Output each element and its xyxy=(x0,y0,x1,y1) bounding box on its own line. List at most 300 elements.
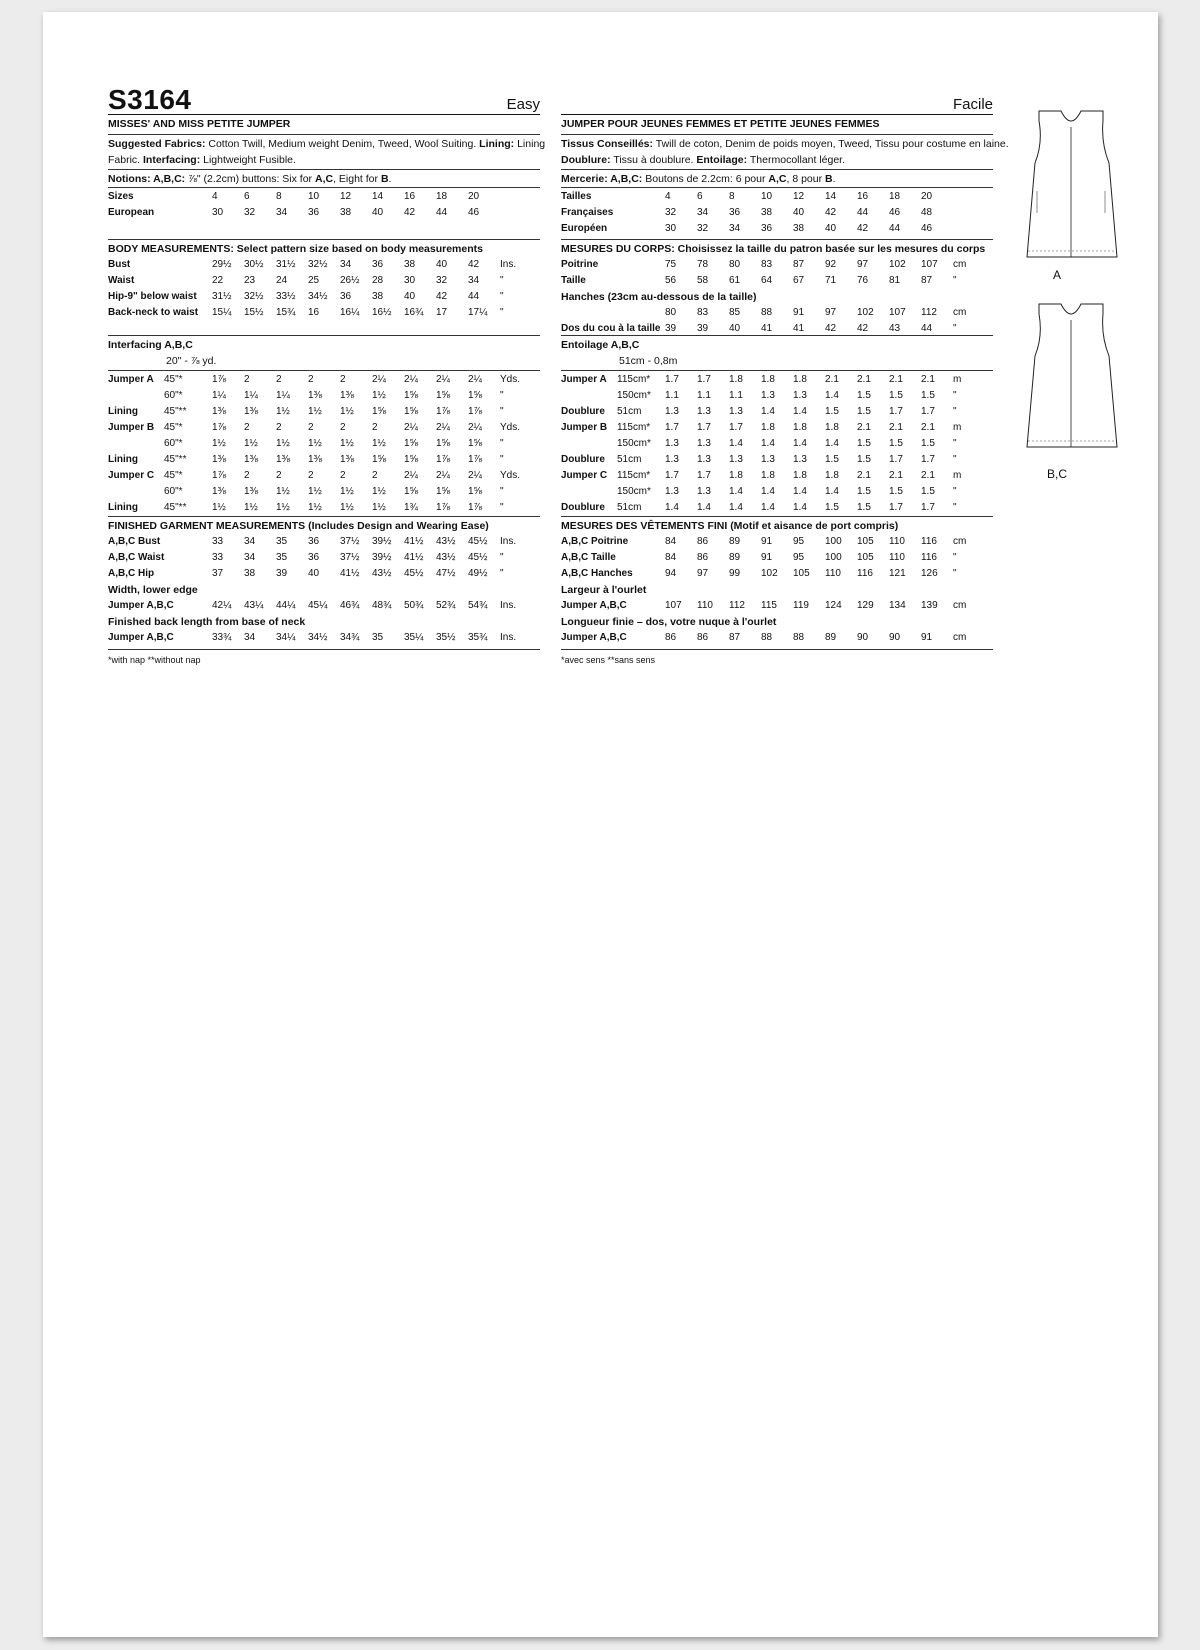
table-cell: 1.8 xyxy=(729,374,743,385)
table-cell: cm xyxy=(953,536,967,547)
table-cell: Ins. xyxy=(500,536,517,547)
table-cell: 40 xyxy=(825,223,837,234)
table-cell: 76 xyxy=(857,275,869,286)
table-cell: 112 xyxy=(921,307,937,318)
table-cell: 1½ xyxy=(372,438,386,449)
table-cell: 1.4 xyxy=(793,502,807,513)
row-label: Back-neck to waist xyxy=(108,307,199,318)
table-cell: 47½ xyxy=(436,568,456,579)
table-cell: 12 xyxy=(340,191,352,202)
table-cell: 1.7 xyxy=(697,470,711,481)
table-cell: 2 xyxy=(276,422,282,433)
table-row xyxy=(561,420,977,436)
table-cell: 36 xyxy=(729,207,741,218)
table-cell: 95 xyxy=(793,536,805,547)
table-cell: 88 xyxy=(761,632,773,643)
table-cell: 25 xyxy=(308,275,320,286)
table-cell: 1.4 xyxy=(761,438,775,449)
table-cell: 1½ xyxy=(308,502,322,513)
table-cell: 45½ xyxy=(468,552,488,563)
table-cell: 1.8 xyxy=(761,422,775,433)
finished-table xyxy=(108,534,524,582)
table-cell: 41 xyxy=(793,323,805,334)
table-cell: 54¾ xyxy=(468,600,488,611)
table-cell: 86 xyxy=(697,536,709,547)
table-cell: 2¼ xyxy=(436,470,450,481)
table-cell: 2¼ xyxy=(468,422,482,433)
table-cell: 81 xyxy=(889,275,901,286)
table-cell: 1.5 xyxy=(825,454,839,465)
width-table xyxy=(108,598,524,614)
table-cell: 1⅜ xyxy=(212,486,226,497)
table-cell: 1⅜ xyxy=(276,454,290,465)
table-row xyxy=(561,305,977,321)
table-cell: 16 xyxy=(404,191,416,202)
table-cell: " xyxy=(500,454,504,465)
table-cell: 30 xyxy=(212,207,224,218)
table-cell: 91 xyxy=(761,536,773,547)
table-cell: 84 xyxy=(665,536,677,547)
table-cell: 44 xyxy=(436,207,448,218)
table-cell: 1½ xyxy=(276,406,290,417)
table-cell: 46 xyxy=(889,207,901,218)
table-cell: cm xyxy=(953,632,967,643)
hanches-heading: Hanches (23cm au-dessous de la taille) xyxy=(561,291,757,303)
table-cell: 60"* xyxy=(164,390,183,401)
table-cell: 1½ xyxy=(340,502,354,513)
table-cell: 23 xyxy=(244,275,256,286)
table-cell: 35 xyxy=(372,632,384,643)
pattern-title-fr: JUMPER POUR JEUNES FEMMES ET PETITE JEUNES FEMMES xyxy=(561,118,880,130)
table-cell: 16½ xyxy=(372,307,392,318)
table-cell: 1⅝ xyxy=(404,438,418,449)
notions-line-fr xyxy=(561,171,836,187)
row-label: Doublure xyxy=(561,502,605,513)
interfacing-label: Interfacing: xyxy=(143,154,201,166)
table-cell: 1.8 xyxy=(793,374,807,385)
table-cell: 1.5 xyxy=(857,454,871,465)
table-cell: Yds. xyxy=(500,374,521,385)
table-cell: 40 xyxy=(404,291,416,302)
table-cell: 43 xyxy=(889,323,901,334)
table-cell: 1.4 xyxy=(761,406,775,417)
table-cell: 1½ xyxy=(308,406,322,417)
table-cell: 46 xyxy=(468,207,480,218)
pattern-back-page xyxy=(43,12,1158,1637)
table-cell: 43½ xyxy=(436,552,456,563)
table-cell: 1⅝ xyxy=(436,486,450,497)
table-cell: 43½ xyxy=(372,568,392,579)
table-cell: 1⅞ xyxy=(436,502,450,513)
table-cell: 88 xyxy=(793,632,805,643)
table-cell: 150cm* xyxy=(617,390,651,401)
table-cell: 1.4 xyxy=(825,390,839,401)
table-cell: 90 xyxy=(857,632,869,643)
interfacing-amount-fr: 51cm - 0,8m xyxy=(619,355,678,367)
row-label: A,B,C Hip xyxy=(108,568,155,579)
table-cell: " xyxy=(953,438,957,449)
table-cell: 1.8 xyxy=(761,374,775,385)
table-cell: 91 xyxy=(761,552,773,563)
table-cell: 1⅝ xyxy=(404,454,418,465)
table-cell: 37½ xyxy=(340,536,360,547)
table-cell: 20 xyxy=(921,191,933,202)
interfacing-text: Lightweight Fusible. xyxy=(203,154,296,166)
table-row xyxy=(561,452,977,468)
table-cell: " xyxy=(500,390,504,401)
table-row xyxy=(108,436,524,452)
interfacing-label-fr: Entoilage: xyxy=(696,154,748,166)
table-cell: 1½ xyxy=(276,486,290,497)
divider xyxy=(108,335,540,336)
table-cell: 1.3 xyxy=(665,406,679,417)
table-cell: 2 xyxy=(308,470,314,481)
table-cell: 32 xyxy=(697,223,709,234)
table-cell: 1½ xyxy=(308,438,322,449)
table-cell: 2.1 xyxy=(889,374,903,385)
table-cell: 97 xyxy=(825,307,837,318)
table-cell: 15¾ xyxy=(276,307,296,318)
table-cell: 34 xyxy=(340,259,352,270)
table-cell: 36 xyxy=(340,291,352,302)
table-cell: 39 xyxy=(276,568,288,579)
row-label: Bust xyxy=(108,259,131,270)
notions-b: B xyxy=(380,173,389,185)
table-cell: 1⅝ xyxy=(436,438,450,449)
table-cell: 34 xyxy=(729,223,741,234)
table-cell xyxy=(953,205,977,221)
table-cell: 39½ xyxy=(372,552,392,563)
divider xyxy=(108,169,540,170)
table-row xyxy=(108,305,524,321)
table-cell: 1.5 xyxy=(921,438,935,449)
table-cell: 34¾ xyxy=(340,632,360,643)
table-cell: 1.5 xyxy=(921,486,935,497)
table-cell: 1⅞ xyxy=(468,454,482,465)
row-label xyxy=(108,436,164,452)
lining-label-fr: Doublure: xyxy=(561,154,611,166)
row-label xyxy=(561,436,617,452)
table-cell: 30 xyxy=(665,223,677,234)
table-cell: 1¼ xyxy=(212,390,226,401)
pattern-number: S3164 xyxy=(108,84,192,115)
table-cell: 1½ xyxy=(308,486,322,497)
table-cell: 44 xyxy=(857,207,869,218)
table-row xyxy=(108,404,524,420)
table-cell: 1⅝ xyxy=(372,406,386,417)
table-cell: 1⅝ xyxy=(372,454,386,465)
row-label: Poitrine xyxy=(561,259,599,270)
table-cell: Yds. xyxy=(500,422,521,433)
table-cell: 32 xyxy=(665,207,677,218)
table-cell: 30 xyxy=(404,275,416,286)
yardage-table-fr xyxy=(561,372,977,516)
table-cell: 1½ xyxy=(372,390,386,401)
table-cell: 12 xyxy=(793,191,805,202)
table-cell: 38 xyxy=(340,207,352,218)
table-cell: 2¼ xyxy=(404,470,418,481)
row-label: Dos du cou à la taille xyxy=(561,323,661,334)
row-label: Doublure xyxy=(561,454,605,465)
fabrics-line-fr xyxy=(561,136,1009,152)
table-cell: 1½ xyxy=(212,502,226,513)
table-cell: " xyxy=(500,438,504,449)
table-cell: 45"** xyxy=(164,454,187,465)
table-cell: " xyxy=(953,454,957,465)
table-cell: 115 xyxy=(761,600,777,611)
table-cell: 1½ xyxy=(372,486,386,497)
table-cell: 1⅝ xyxy=(468,438,482,449)
lining-text-fr: Tissu à doublure. xyxy=(613,154,694,166)
table-cell: 1½ xyxy=(372,502,386,513)
length-table-fr xyxy=(561,630,977,646)
table-cell: Ins. xyxy=(500,600,517,611)
table-cell: 51cm xyxy=(617,406,642,417)
table-row xyxy=(108,534,524,550)
table-cell: 2.1 xyxy=(921,470,935,481)
table-cell: 1.7 xyxy=(889,502,903,513)
divider xyxy=(561,335,993,336)
row-label: Européen xyxy=(561,223,608,234)
table-cell: 2 xyxy=(308,422,314,433)
table-cell: 40 xyxy=(436,259,448,270)
table-cell: 40 xyxy=(729,323,741,334)
row-label: Jumper A xyxy=(108,374,154,385)
table-cell: 1.4 xyxy=(729,486,743,497)
table-cell: 36 xyxy=(372,259,384,270)
table-cell: 20 xyxy=(468,191,480,202)
table-cell: 1½ xyxy=(212,438,226,449)
table-cell: 80 xyxy=(729,259,741,270)
table-row xyxy=(108,388,524,404)
notions-text-fr: Boutons de 2.2cm: 6 pour xyxy=(645,173,766,185)
interfacing-line xyxy=(108,152,296,168)
table-cell: 64 xyxy=(761,275,773,286)
table-cell: 2.1 xyxy=(921,422,935,433)
table-cell: 1.3 xyxy=(697,486,711,497)
difficulty-level-fr: Facile xyxy=(952,96,993,113)
row-label xyxy=(108,388,164,404)
table-row xyxy=(108,205,524,221)
table-cell: 1.5 xyxy=(889,486,903,497)
table-cell: 67 xyxy=(793,275,805,286)
divider xyxy=(561,169,993,170)
table-row xyxy=(561,468,977,484)
table-cell: 110 xyxy=(697,600,713,611)
table-cell: 1.5 xyxy=(857,406,871,417)
table-cell: 38 xyxy=(372,291,384,302)
table-cell: 1.3 xyxy=(665,486,679,497)
table-cell: 50¾ xyxy=(404,600,424,611)
table-cell: 102 xyxy=(857,307,874,318)
table-cell: 34½ xyxy=(308,291,328,302)
table-cell: 1⅝ xyxy=(436,390,450,401)
table-cell: 115cm* xyxy=(617,422,651,433)
table-cell: 1.1 xyxy=(729,390,743,401)
table-cell: 60"* xyxy=(164,486,183,497)
table-cell: 42 xyxy=(404,207,416,218)
table-cell: 46 xyxy=(921,223,933,234)
table-cell: 2.1 xyxy=(825,374,839,385)
table-cell: 107 xyxy=(889,307,906,318)
table-cell: 14 xyxy=(825,191,837,202)
table-cell: 1.7 xyxy=(889,406,903,417)
table-cell: 115cm* xyxy=(617,470,651,481)
table-cell: 1.3 xyxy=(697,406,711,417)
table-cell: 44 xyxy=(921,323,933,334)
table-cell: 30½ xyxy=(244,259,264,270)
table-cell: 2.1 xyxy=(857,422,871,433)
table-cell: 1.7 xyxy=(697,422,711,433)
notions-line xyxy=(108,171,391,187)
table-cell: 41½ xyxy=(340,568,360,579)
table-cell: 84 xyxy=(665,552,677,563)
row-label: Hip-9" below waist xyxy=(108,291,197,302)
table-cell: 41½ xyxy=(404,536,424,547)
table-cell: 2¼ xyxy=(436,374,450,385)
table-cell: 37½ xyxy=(340,552,360,563)
table-cell: 1.7 xyxy=(921,502,935,513)
table-cell: 41 xyxy=(761,323,773,334)
table-row xyxy=(561,566,977,582)
table-cell: 105 xyxy=(857,536,874,547)
table-cell: 48¾ xyxy=(372,600,392,611)
fabrics-text-fr: Twill de coton, Denim de poids moyen, Tweed, Tissu pour costume en laine. xyxy=(655,138,1009,150)
table-cell: 1⅝ xyxy=(404,486,418,497)
table-cell: 1⅜ xyxy=(340,454,354,465)
table-cell: 1.8 xyxy=(793,470,807,481)
table-cell: " xyxy=(500,291,504,302)
notions-label-fr: Mercerie: A,B,C: xyxy=(561,173,643,185)
row-label: A,B,C Bust xyxy=(108,536,161,547)
row-label: Jumper B xyxy=(561,422,608,433)
table-cell: 1.8 xyxy=(825,470,839,481)
table-cell: 1.4 xyxy=(697,502,711,513)
table-cell: Ins. xyxy=(500,259,517,270)
table-cell: 94 xyxy=(665,568,677,579)
table-cell: 24 xyxy=(276,275,288,286)
row-label: A,B,C Hanches xyxy=(561,568,633,579)
table-row xyxy=(561,404,977,420)
notions-text2: , Eight for xyxy=(333,173,379,185)
notions-text2-fr: , 8 pour xyxy=(786,173,823,185)
table-cell: 1.5 xyxy=(857,438,871,449)
table-row xyxy=(108,189,524,205)
table-cell: 1½ xyxy=(276,502,290,513)
table-cell: 34 xyxy=(468,275,480,286)
table-cell: 1.7 xyxy=(889,454,903,465)
table-row xyxy=(561,630,977,646)
table-cell: 1½ xyxy=(244,438,258,449)
table-cell: 1½ xyxy=(244,502,258,513)
table-row xyxy=(108,630,524,646)
table-cell: 116 xyxy=(857,568,873,579)
table-cell: 1.3 xyxy=(665,454,679,465)
table-cell: 1.4 xyxy=(729,438,743,449)
table-cell: 2 xyxy=(308,374,314,385)
table-cell: 1.3 xyxy=(793,390,807,401)
width-heading-fr: Largeur à l'ourlet xyxy=(561,584,647,596)
table-cell: 38 xyxy=(244,568,256,579)
lining-line-fr xyxy=(561,152,845,168)
fabrics-label-fr: Tissus Conseillés: xyxy=(561,138,654,150)
table-cell: 89 xyxy=(729,536,741,547)
table-cell: 38 xyxy=(793,223,805,234)
table-row xyxy=(561,189,977,205)
divider xyxy=(108,649,540,650)
table-cell: 116 xyxy=(921,536,937,547)
table-cell: 1.5 xyxy=(857,502,871,513)
table-cell: 10 xyxy=(308,191,320,202)
table-cell: 45"** xyxy=(164,502,187,513)
table-row xyxy=(108,257,524,273)
divider xyxy=(561,134,993,135)
table-cell: 107 xyxy=(921,259,938,270)
table-cell: 42 xyxy=(857,323,869,334)
interfacing-text-fr: Thermocollant léger. xyxy=(749,154,846,166)
jumper-a-drawing xyxy=(1021,107,1131,277)
table-cell: 42 xyxy=(468,259,480,270)
sizes-table-fr xyxy=(561,189,977,237)
table-cell: 35¼ xyxy=(404,632,424,643)
table-cell: 42 xyxy=(825,323,837,334)
table-cell: 83 xyxy=(761,259,773,270)
table-cell: 44 xyxy=(468,291,480,302)
table-cell: 100 xyxy=(825,536,842,547)
table-cell: 43½ xyxy=(436,536,456,547)
table-row xyxy=(561,273,977,289)
table-cell: 42 xyxy=(436,291,448,302)
table-cell: 35½ xyxy=(436,632,456,643)
table-cell: 100 xyxy=(825,552,842,563)
row-label: Jumper C xyxy=(108,470,155,481)
pattern-title: MISSES' AND MISS PETITE JUMPER xyxy=(108,118,291,130)
table-cell: 14 xyxy=(372,191,384,202)
table-cell: cm xyxy=(953,307,967,318)
fabrics-line xyxy=(108,136,545,152)
table-cell: 1¼ xyxy=(276,390,290,401)
row-label: A,B,C Taille xyxy=(561,552,616,563)
table-cell: 2.1 xyxy=(921,374,935,385)
notions-text: ⅞" (2.2cm) buttons: Six for xyxy=(188,173,313,185)
table-cell: " xyxy=(953,502,957,513)
table-cell: 1.3 xyxy=(697,438,711,449)
table-cell: 110 xyxy=(889,552,905,563)
table-cell: 16 xyxy=(857,191,869,202)
table-cell xyxy=(500,205,524,221)
table-cell: 1.1 xyxy=(697,390,711,401)
table-cell: 33½ xyxy=(276,291,296,302)
row-label: Jumper A,B,C xyxy=(561,632,627,643)
table-row xyxy=(108,273,524,289)
divider xyxy=(108,239,540,240)
table-cell: 2 xyxy=(276,470,282,481)
table-cell: 45½ xyxy=(468,536,488,547)
table-cell: 34 xyxy=(244,632,256,643)
table-cell: 18 xyxy=(436,191,448,202)
table-cell: 88 xyxy=(761,307,773,318)
table-cell: 121 xyxy=(889,568,906,579)
row-label: Jumper A,B,C xyxy=(108,632,174,643)
table-cell: 110 xyxy=(889,536,905,547)
table-row xyxy=(108,289,524,305)
row-label: Taille xyxy=(561,275,586,286)
table-cell: 2 xyxy=(276,374,282,385)
table-cell: 1⅜ xyxy=(244,454,258,465)
divider xyxy=(108,114,540,115)
length-table xyxy=(108,630,524,646)
table-cell: 1⅜ xyxy=(244,406,258,417)
